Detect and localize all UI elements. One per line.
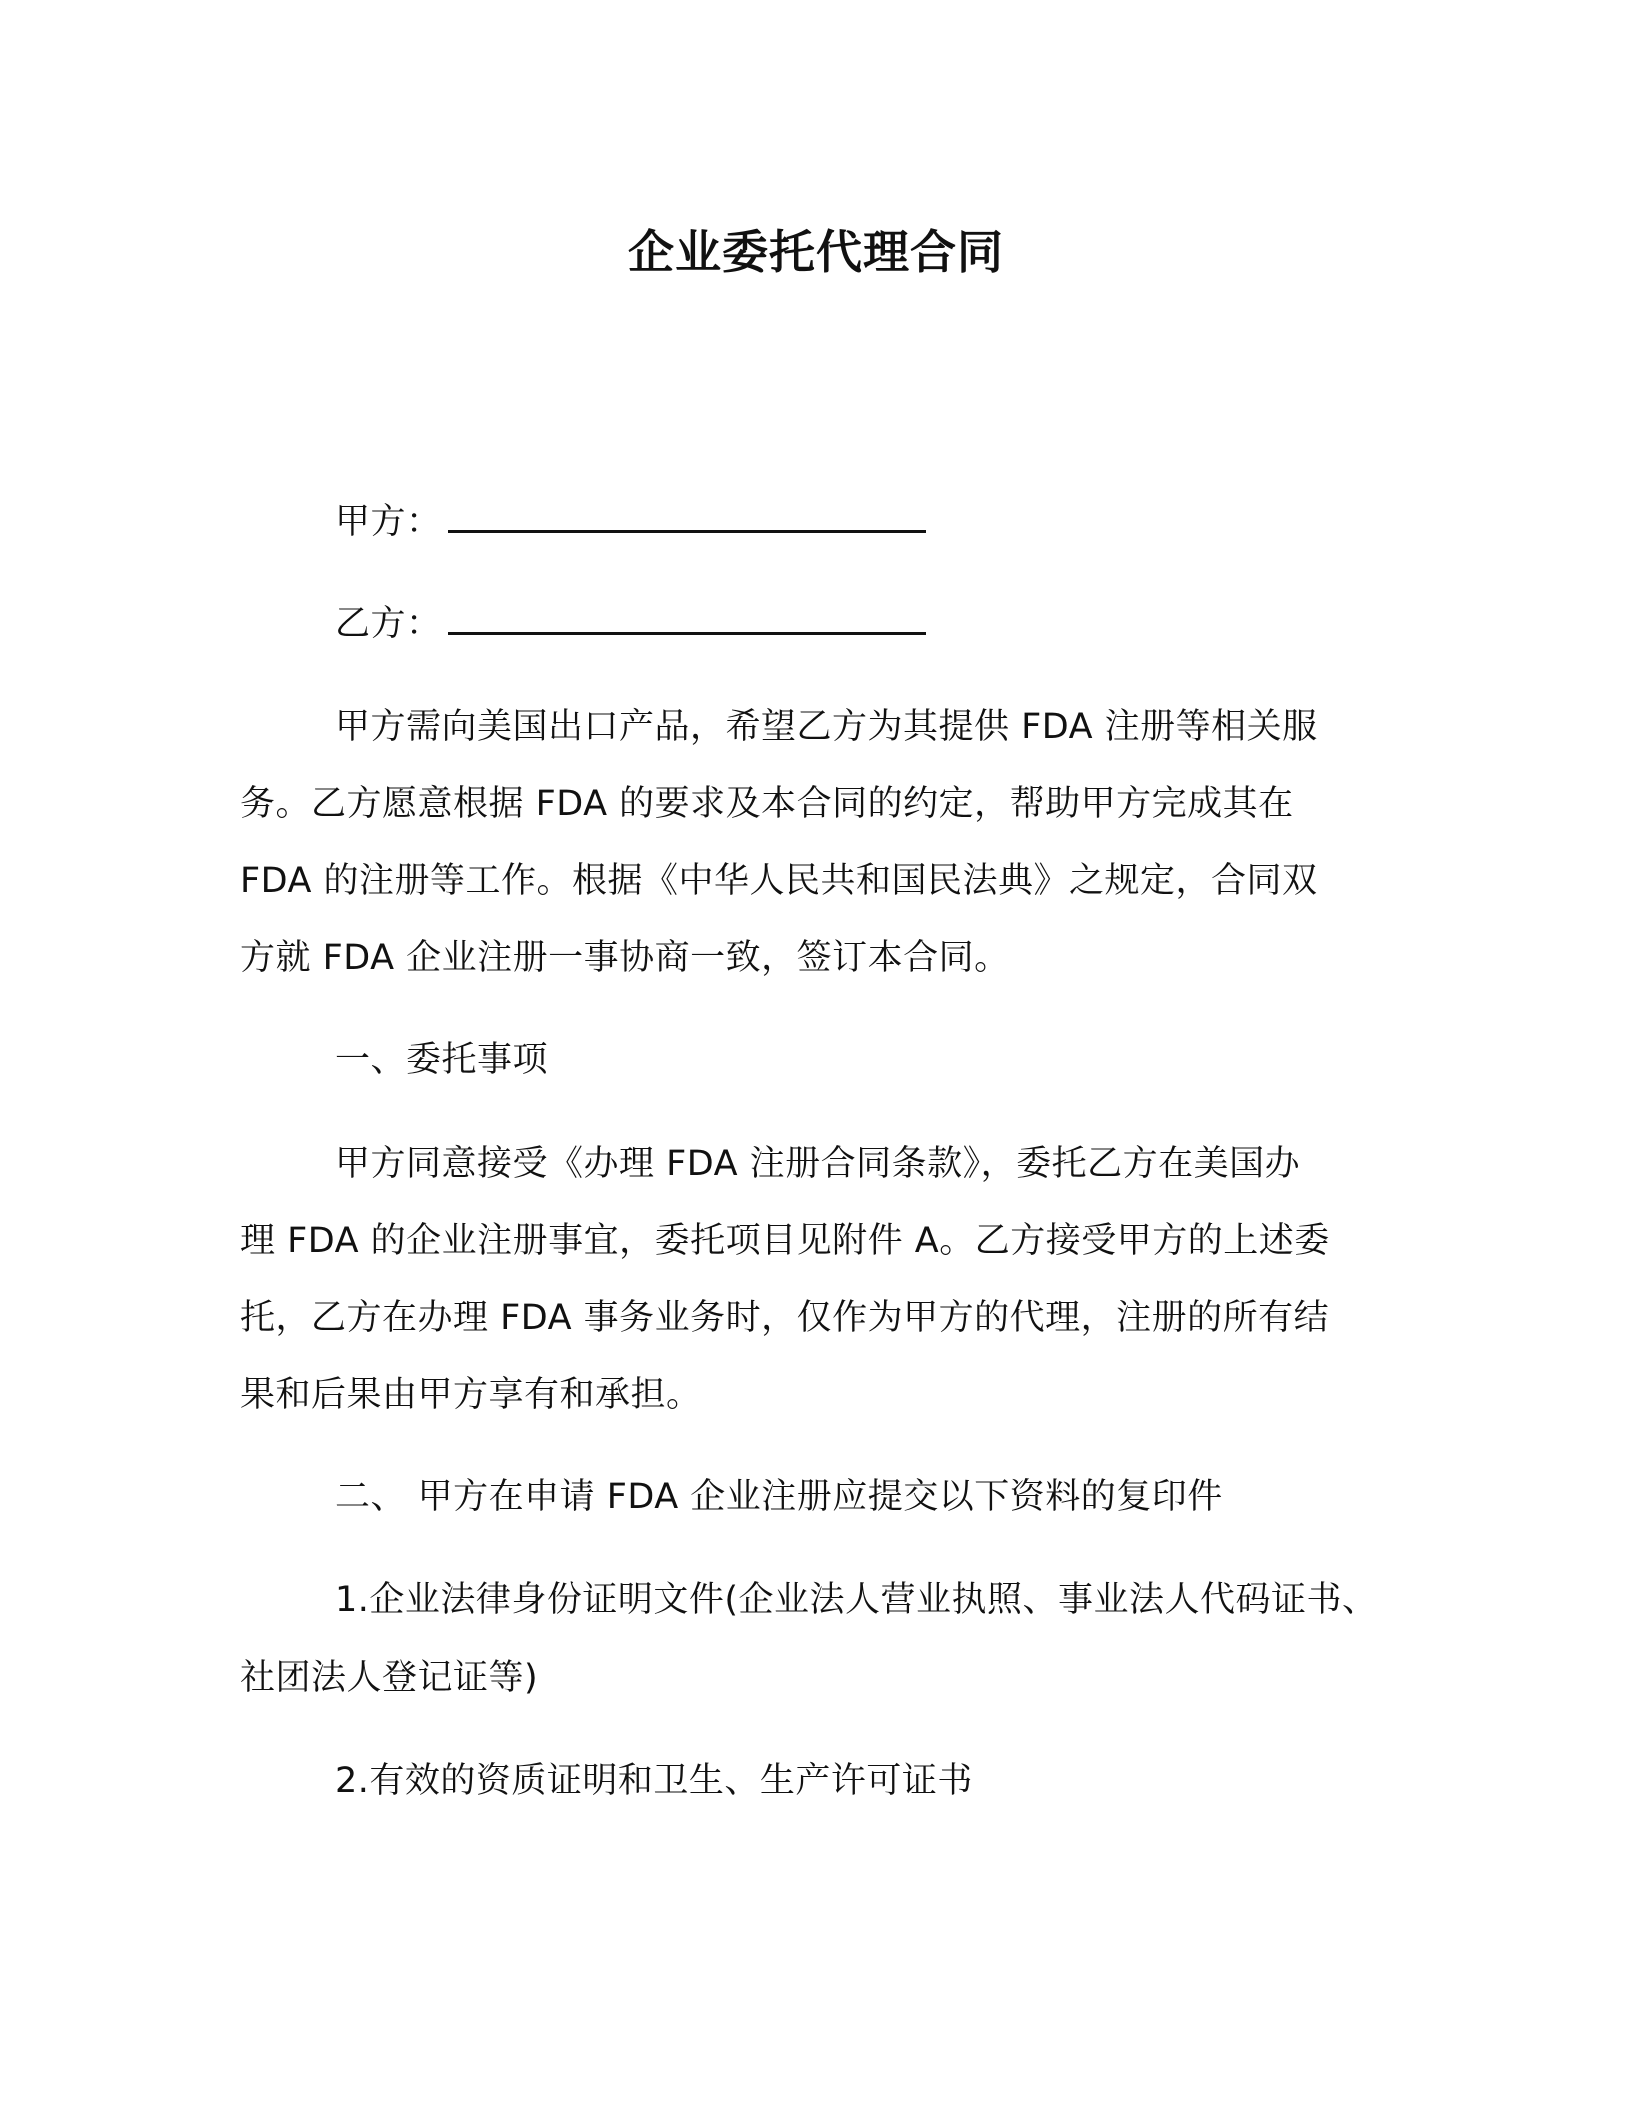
section2-item1-line-2: 社团法人登记证等) — [240, 1658, 539, 1698]
party-a-blank[interactable] — [448, 496, 926, 533]
section2-item1-line-1: 1.企业法律身份证明文件(企业法人营业执照、事业法人代码证书、 — [335, 1580, 1378, 1620]
section2-item2: 2.有效的资质证明和卫生、生产许可证书 — [335, 1761, 973, 1801]
intro-line-2: 务。乙方愿意根据 FDA 的要求及本合同的约定，帮助甲方完成其在 — [240, 784, 1294, 824]
section1-line-4: 果和后果由甲方享有和承担。 — [240, 1375, 702, 1415]
section1-line-2: 理 FDA 的企业注册事宜，委托项目见附件 A。乙方接受甲方的上述委 — [240, 1221, 1330, 1261]
document-title: 企业委托代理合同 — [628, 225, 1004, 279]
section1-line-1: 甲方同意接受《办理 FDA 注册合同条款》，委托乙方在美国办 — [335, 1144, 1301, 1184]
section1-heading: 一、委托事项 — [335, 1040, 549, 1080]
party-a-label: 甲方： — [335, 502, 442, 542]
intro-line-4: 方就 FDA 企业注册一事协商一致，签订本合同。 — [240, 938, 1010, 978]
section1-line-3: 托，乙方在办理 FDA 事务业务时，仅作为甲方的代理，注册的所有结 — [240, 1298, 1330, 1338]
intro-line-1: 甲方需向美国出口产品，希望乙方为其提供 FDA 注册等相关服 — [335, 707, 1318, 747]
party-a-line — [335, 496, 926, 546]
section2-heading: 二、 甲方在申请 FDA 企业注册应提交以下资料的复印件 — [335, 1477, 1223, 1517]
party-b-blank[interactable] — [448, 598, 926, 635]
party-b-label: 乙方： — [335, 604, 442, 644]
intro-line-3: FDA 的注册等工作。根据《中华人民共和国民法典》之规定，合同双 — [240, 861, 1318, 901]
party-b-line — [335, 598, 926, 648]
